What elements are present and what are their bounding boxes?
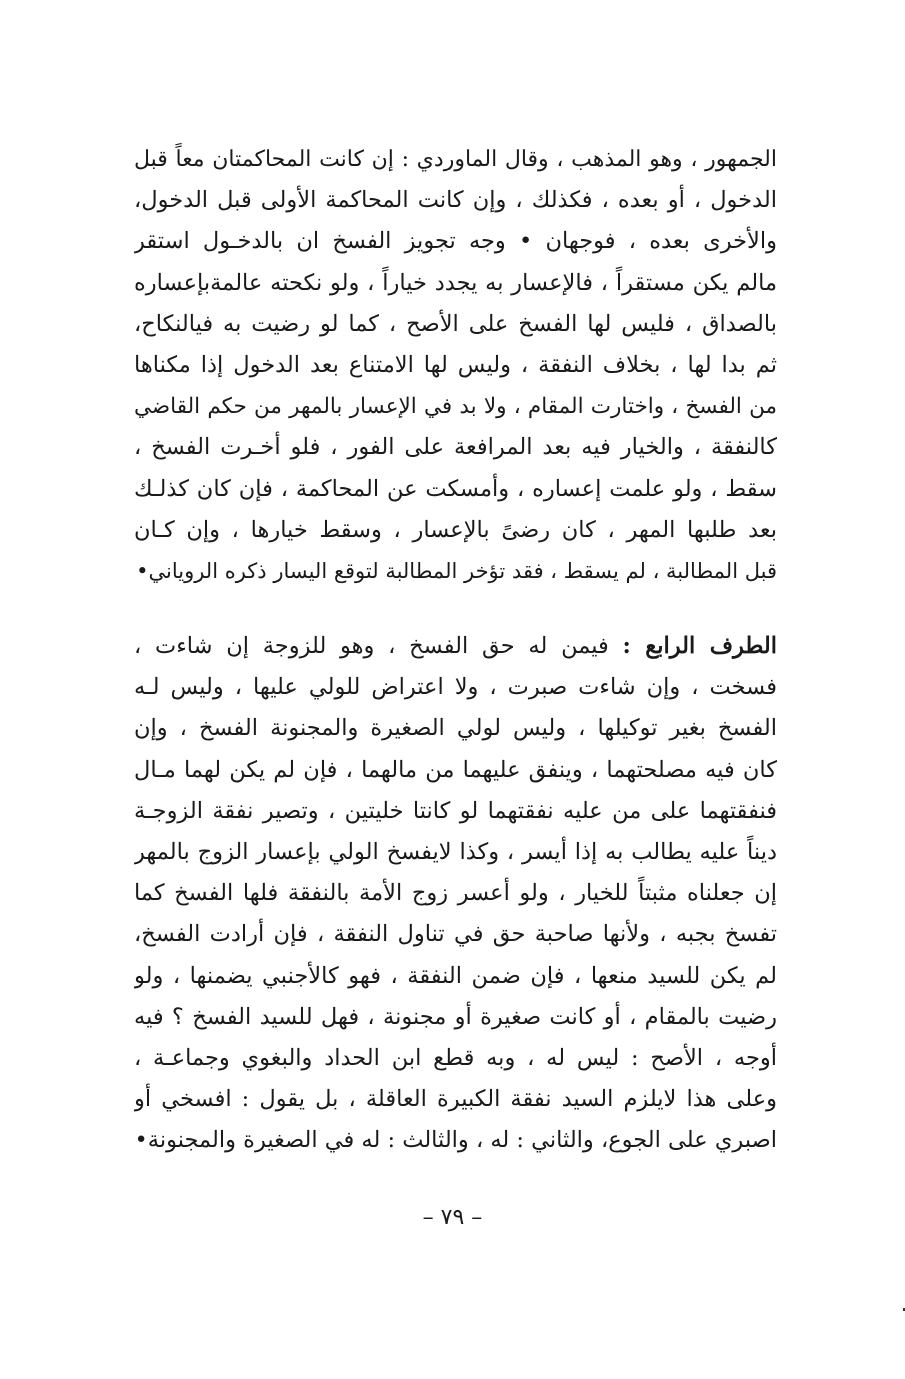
text-line-with-heading bbox=[134, 626, 777, 667]
text-line: فنفقتهما على من عليه نفقتهما لو كانتا خليتين ، وتصير نفقة الزوجـة bbox=[134, 797, 777, 824]
text-line: ديناً عليه يطالب به إذا أيسر ، وكذا لايفسخ الولي بإعسار الزوج بالمهر bbox=[134, 838, 777, 865]
text-line: كان فيه مصلحتهما ، وينفق عليهما من مالهما ، فإن لم يكن لهما مـال bbox=[134, 756, 777, 783]
text-line: رضيت بالمقام ، أو كانت صغيرة أو مجنونة ، فهل للسيد الفسخ ؟ فيه bbox=[134, 1003, 777, 1030]
text-line: تفسخ بجبه ، ولأنها صاحبة حق في تناول النفقة ، فإن أرادت الفسخ، bbox=[134, 921, 777, 948]
text-line: فسخت ، وإن شاءت صبرت ، ولا اعتراض للولي عليها ، وليس لـه bbox=[134, 674, 777, 701]
text-line: بالصداق ، فليس لها الفسخ على الأصح ، كما لو رضيت به فيالنكاح، bbox=[134, 310, 777, 337]
page-number: – ٧٩ – bbox=[422, 1205, 483, 1230]
text-line: لم يكن للسيد منعها ، فإن ضمن النفقة ، فهو كالأجنبي يضمنها ، ولو bbox=[134, 962, 777, 989]
text-line: سقط ، ولو علمت إعساره ، وأمسكت عن المحاكمة ، فإن كان كذلـك bbox=[134, 475, 777, 502]
text-line: الفسخ بغير توكيلها ، وليس لولي الصغيرة والمجنونة الفسخ ، وإن bbox=[134, 715, 777, 742]
paragraph-2 bbox=[134, 626, 777, 1161]
text-line: من الفسخ ، واختارت المقام ، ولا بد في الإعسار بالمهر من حكم القاضي bbox=[134, 394, 777, 420]
text-line: وعلى هذا لايلزم السيد نفقة الكبيرة العاقلة ، بل يقول : افسخي أو bbox=[134, 1086, 777, 1113]
text-line: اصبري على الجوع، والثاني : له ، والثالث : له في الصغيرة والمجنونة• bbox=[134, 1127, 777, 1154]
text-line: بعد طلبها المهر ، كان رضىً بالإعسار ، وسقط خيارها ، وإن كـان bbox=[134, 516, 777, 543]
section-heading: الطرف الرابع : bbox=[622, 633, 777, 659]
text-line: قبل المطالبة ، لم يسقط ، فقد تؤخر المطالبة لتوقع اليسار ذكره الروياني• bbox=[136, 558, 777, 583]
text-line: الجمهور ، وهو المذهب ، وقال الماوردي : إن كانت المحاكمتان معاً قبل bbox=[134, 147, 777, 172]
heading-line-rest: فيمن له حق الفسخ ، وهو للزوجة إن شاءت ، bbox=[134, 633, 609, 659]
text-line: الدخول ، أو بعده ، فكذلك ، وإن كانت المحاكمة الأولى قبل الدخول، bbox=[134, 187, 777, 214]
text-line: إن جعلناه مثبتاً للخيار ، ولو أعسر زوج الأمة بالنفقة فلها الفسخ كما bbox=[134, 880, 777, 907]
paragraph-1 bbox=[134, 139, 777, 592]
text-line: والأخرى بعده ، فوجهان • وجه تجويز الفسخ ان بالدخـول استقر bbox=[134, 228, 777, 255]
text-line: أوجه ، الأصح : ليس له ، وبه قطع ابن الحداد والبغوي وجماعـة ، bbox=[134, 1044, 777, 1071]
text-line: مالم يكن مستقراً ، فالإعسار به يجدد خياراً ، ولو نكحته عالمةبإعساره bbox=[134, 269, 777, 296]
text-line: ثم بدا لها ، بخلاف النفقة ، وليس لها الامتناع بعد الدخول إذا مكناها bbox=[134, 351, 777, 378]
text-line: كالنفقة ، والخيار فيه بعد المرافعة على الفور ، فلو أخـرت الفسخ ، bbox=[134, 434, 777, 461]
